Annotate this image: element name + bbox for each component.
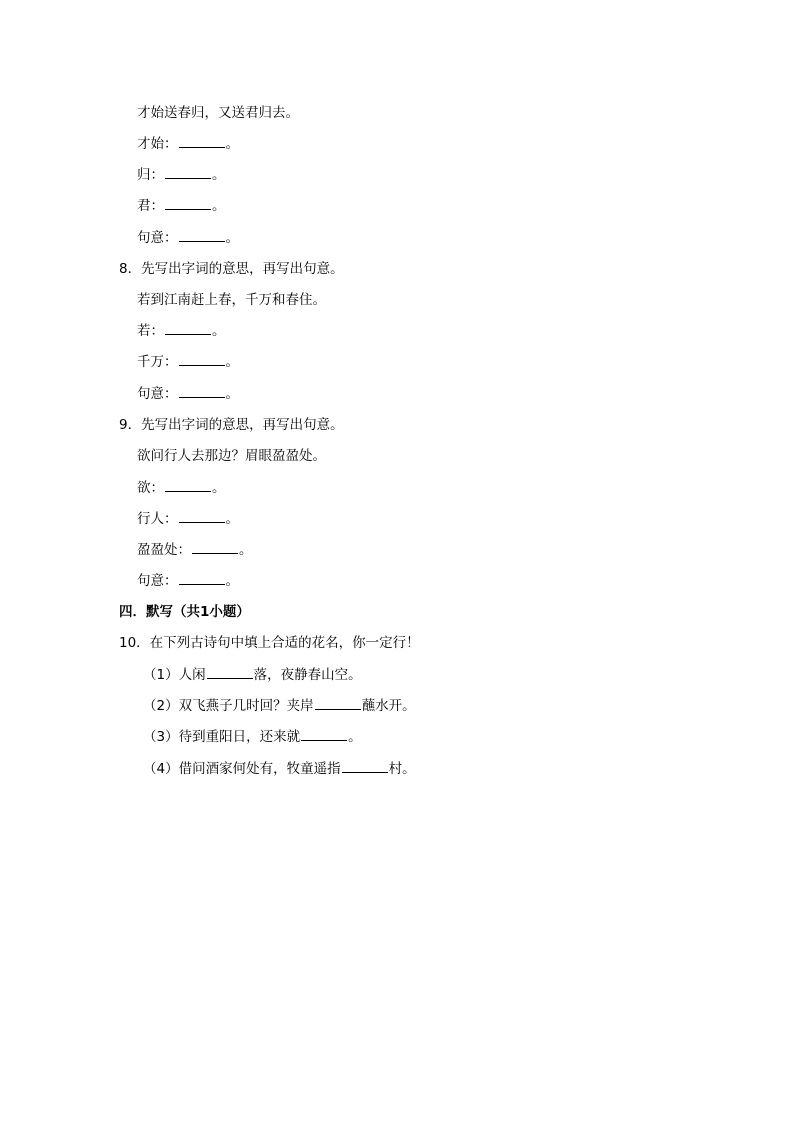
q9-sentence: 欲问行人去那边？眉眼盈盈处。 <box>137 448 326 464</box>
q7-item-1-label: 才始： <box>137 136 178 152</box>
q9-item-3-label: 盈盈处： <box>137 542 191 558</box>
q9-item-4-label: 句意： <box>137 573 178 589</box>
answer-blank[interactable] <box>179 510 225 523</box>
q8-item-1-label: 若： <box>137 323 164 339</box>
answer-blank[interactable] <box>179 385 225 398</box>
q10-item-3-label: （3）待到重阳日，还来就 <box>143 729 301 745</box>
q10-item-4: （4）借问酒家何处有，牧童遥指 村。 <box>143 761 416 777</box>
q9-item-2-label: 行人： <box>137 511 178 527</box>
q7-item-1: 才始： 。 <box>137 136 239 152</box>
answer-blank[interactable] <box>192 541 238 554</box>
answer-blank[interactable] <box>342 760 388 773</box>
q7-item-4: 句意： 。 <box>137 230 239 246</box>
q8-item-1: 若： 。 <box>137 323 226 339</box>
q7-sentence: 才始送春归，又送君归去。 <box>137 105 299 121</box>
q10-item-2: （2）双飞燕子几时回？夹岸 蘸水开。 <box>143 698 416 714</box>
answer-blank[interactable] <box>179 353 225 366</box>
answer-blank[interactable] <box>165 479 211 492</box>
q10-item-3: （3）待到重阳日，还来就 。 <box>143 729 362 745</box>
q8-item-3: 句意： 。 <box>137 386 239 402</box>
q7-item-2-label: 归： <box>137 167 164 183</box>
answer-blank[interactable] <box>165 166 211 179</box>
answer-blank[interactable] <box>301 728 347 741</box>
answer-blank[interactable] <box>165 197 211 210</box>
answer-blank[interactable] <box>179 229 225 242</box>
q7-item-4-label: 句意： <box>137 230 178 246</box>
section-heading: 四．默写（共1小题） <box>119 604 250 620</box>
q9-item-3: 盈盈处： 。 <box>137 542 253 558</box>
q9-title: 9．先写出字词的意思，再写出句意。 <box>119 417 344 433</box>
q10-item-4-label: （4）借问酒家何处有，牧童遥指 <box>143 761 341 777</box>
q7-item-3-label: 君： <box>137 198 164 214</box>
q9-item-1: 欲： 。 <box>137 480 226 496</box>
q10-item-2-label: （2）双飞燕子几时回？夹岸 <box>143 698 314 714</box>
answer-blank[interactable] <box>207 666 253 679</box>
q9-item-2: 行人： 。 <box>137 511 239 527</box>
q10-item-1-label: （1）人闲 <box>143 667 206 683</box>
answer-blank[interactable] <box>179 572 225 585</box>
q10-item-1: （1）人闲 落，夜静春山空。 <box>143 667 362 683</box>
q8-item-2: 千万： 。 <box>137 354 239 370</box>
q8-title: 8．先写出字词的意思，再写出句意。 <box>119 261 344 277</box>
q9-item-4: 句意： 。 <box>137 573 239 589</box>
q8-item-3-label: 句意： <box>137 386 178 402</box>
q8-item-2-label: 千万： <box>137 354 178 370</box>
answer-blank[interactable] <box>315 697 361 710</box>
q9-item-1-label: 欲： <box>137 480 164 496</box>
answer-blank[interactable] <box>165 322 211 335</box>
q10-title: 10．在下列古诗句中填上合适的花名，你一定行！ <box>119 635 420 651</box>
q8-sentence: 若到江南赶上春，千万和春住。 <box>137 292 326 308</box>
answer-blank[interactable] <box>179 135 225 148</box>
q7-item-3: 君： 。 <box>137 198 226 214</box>
q7-item-2: 归： 。 <box>137 167 226 183</box>
